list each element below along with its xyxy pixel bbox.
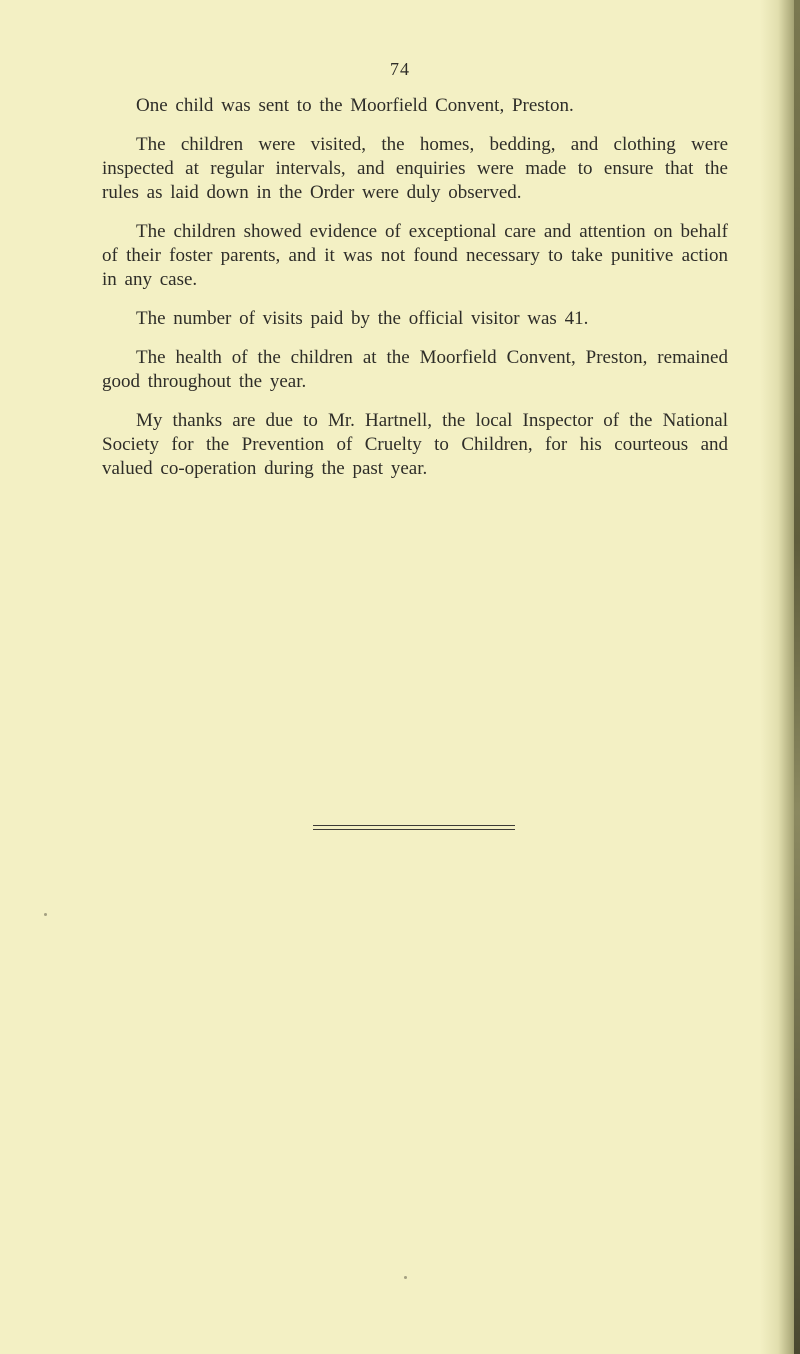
binding-edge [794,0,800,1354]
section-end-rule-top [313,825,515,826]
paragraph-number-of-visits: The number of visits paid by the official visitor was 41. [136,308,589,329]
section-end-rule-bottom [313,829,515,830]
paragraph-thanks: My thanks are due to Mr. Hartnell, the local Inspector of the National Society for the Prevention of Cruelty to Children, for his courteous and valued co-operation during the past year. [102,410,728,479]
paper-speck [404,1276,407,1279]
paragraph-moorfield-convent: One child was sent to the Moorfield Convent, Preston. [136,95,574,116]
paragraph-exceptional-care: The children showed evidence of exceptional care and attention on behalf of their foster parents, and it was not found necessary to take punitive action in any case. [102,221,728,290]
paragraph-health-of-children: The health of the children at the Moorfield Convent, Preston, remained good throughout the year. [102,347,728,392]
page-number: 74 [390,59,410,79]
body-text [102,94,728,496]
paper-speck [44,913,47,916]
paragraph-visits-inspection: The children were visited, the homes, bedding, and clothing were inspected at regular intervals, and enquiries were made to ensure that the rules as laid down in the Order were duly observed. [102,134,728,203]
